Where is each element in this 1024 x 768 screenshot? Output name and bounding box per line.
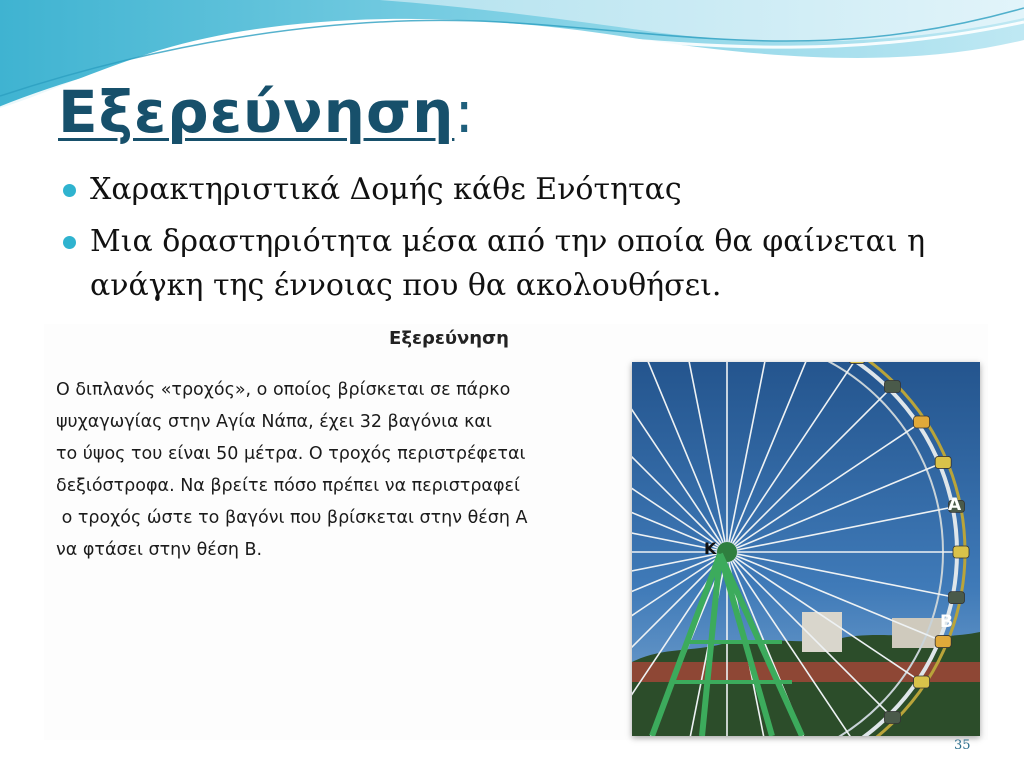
gondola: [884, 381, 900, 393]
exercise-line: ψυχαγωγίας στην Αγία Νάπα, έχει 32 βαγόνια και: [56, 412, 492, 432]
bullet-list: [60, 168, 960, 316]
page-number: 35: [954, 738, 971, 753]
label-a: A: [948, 495, 962, 515]
gondola: [914, 416, 930, 428]
gondola: [884, 711, 900, 723]
bullet-dot-icon: [63, 184, 76, 197]
gondola: [949, 592, 965, 604]
bullet-text: Μια δραστηριότητα μέσα από την οποία θα φαίνεται η ανάγκη της έννοιας που θα ακολουθήσει.: [90, 224, 926, 303]
exercise-text: [56, 374, 636, 566]
exercise-line: το ύψος του είναι 50 μέτρα. Ο τροχός περιστρέφεται: [56, 444, 526, 464]
exercise-line: Ο διπλανός «τροχός», ο οποίος βρίσκεται σε πάρκο: [56, 380, 511, 400]
exercise-line: ο τροχός ώστε το βαγόνι που βρίσκεται στην θέση Α: [56, 508, 528, 528]
bullet-item: [60, 220, 960, 308]
bullet-dot-icon: [63, 236, 76, 249]
bullet-item: [60, 168, 960, 212]
exercise-title: Εξερεύνηση: [389, 328, 509, 349]
bullet-text: Χαρακτηριστικά Δομής κάθε Ενότητας: [90, 172, 682, 207]
gondola: [849, 362, 865, 363]
slide-title: [58, 78, 475, 146]
gondola: [953, 546, 969, 558]
slide-title-text: Εξερεύνηση: [58, 78, 455, 146]
exercise-line: να φτάσει στην θέση Β.: [56, 540, 263, 560]
gondola: [914, 676, 930, 688]
label-k: K: [704, 539, 717, 558]
gondola: [935, 636, 951, 648]
label-b: B: [940, 612, 953, 632]
exercise-line: δεξιόστροφα. Να βρείτε πόσο πρέπει να περιστραφεί: [56, 476, 520, 496]
ferris-wheel-photo: [632, 362, 980, 736]
gondola: [935, 456, 951, 468]
slide-title-colon: :: [454, 78, 475, 146]
